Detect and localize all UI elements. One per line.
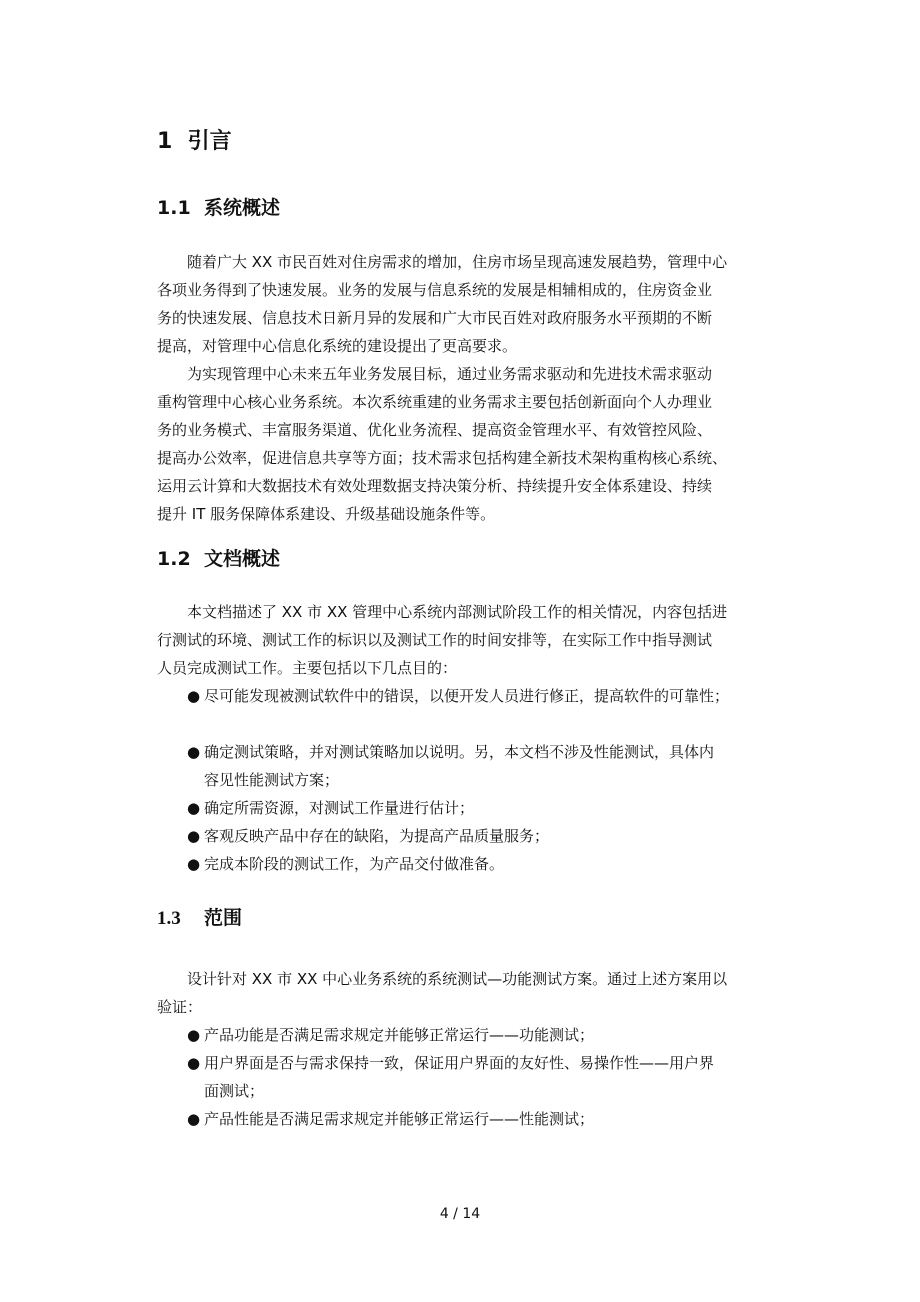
section-title: 文档概述	[204, 548, 281, 570]
bullet-icon: ●	[187, 799, 201, 817]
bullet-list-purposes-a	[187, 682, 777, 710]
list-item	[187, 1021, 777, 1049]
paragraph-document-overview	[157, 598, 769, 682]
text-line: 重构管理中心核心业务系统。本次系统重建的业务需求主要包括创新面向个人办理业	[157, 393, 713, 411]
text-line: 提升 IT 服务保障体系建设、升级基础设施条件等。	[157, 505, 496, 523]
section-heading-1-2	[157, 545, 280, 573]
list-item	[187, 822, 777, 850]
bullet-icon: ●	[187, 827, 201, 845]
text-line: 设计针对 XX 市 XX 中心业务系统的系统测试—功能测试方案。通过上述方案用以	[157, 970, 728, 988]
bullet-list-purposes-b	[187, 738, 777, 878]
text-line: 各项业务得到了快速发展。业务的发展与信息系统的发展是相辅相成的，住房资金业	[157, 281, 713, 299]
list-item	[187, 738, 777, 794]
list-item-text: 尽可能发现被测试软件中的错误，以便开发人员进行修正，提高软件的可靠性；	[204, 687, 730, 705]
paragraph-system-overview-2	[157, 360, 769, 528]
text-line: 务的快速发展、信息技术日新月异的发展和广大市民百姓对政府服务水平预期的不断	[157, 309, 713, 327]
bullet-icon: ●	[187, 1054, 201, 1072]
list-item	[187, 1049, 777, 1105]
list-item-text: 确定所需资源，对测试工作量进行估计；	[204, 799, 475, 817]
list-item	[187, 850, 777, 878]
text-line: 提高办公效率，促进信息共享等方面；技术需求包括构建全新技术架构重构核心系统、	[157, 449, 728, 467]
bullet-icon: ●	[187, 743, 201, 761]
text-line: 务的业务模式、丰富服务渠道、优化业务流程、提高资金管理水平、有效管控风险、	[157, 421, 713, 439]
text-line: 行测试的环境、测试工作的标识以及测试工作的时间安排等，在实际工作中指导测试	[157, 631, 713, 649]
list-item-text: 客观反映产品中存在的缺陷，为提高产品质量服务；	[204, 827, 550, 845]
list-item-text: 用户界面是否与需求保持一致，保证用户界面的友好性、易操作性——用户界	[204, 1054, 715, 1072]
bullet-icon: ●	[187, 1110, 201, 1128]
list-item	[187, 794, 777, 822]
bullet-icon: ●	[187, 1026, 201, 1044]
list-item-text: 产品性能是否满足需求规定并能够正常运行——性能测试；	[204, 1110, 595, 1128]
text-line: 运用云计算和大数据技术有效处理数据支持决策分析、持续提升安全体系建设、持续	[157, 477, 713, 495]
text-line: 提高，对管理中心信息化系统的建设提出了更高要求。	[157, 337, 518, 355]
bullet-icon: ●	[187, 687, 201, 705]
bullet-icon: ●	[187, 855, 201, 873]
list-item-text: 产品功能是否满足需求规定并能够正常运行——功能测试；	[204, 1026, 595, 1044]
text-line: 为实现管理中心未来五年业务发展目标，通过业务需求驱动和先进技术需求驱动	[157, 365, 713, 383]
text-line: 随着广大 XX 市民百姓对住房需求的增加，住房市场呈现高速发展趋势，管理中心	[157, 253, 728, 271]
section-title: 范围	[204, 907, 243, 929]
list-item-text: 确定测试策略，并对测试策略加以说明。另，本文档不涉及性能测试，具体内	[204, 743, 715, 761]
section-number: 1.2	[157, 548, 191, 570]
section-title: 引言	[187, 129, 232, 154]
list-item	[187, 682, 777, 710]
section-heading-1-3	[157, 904, 242, 933]
section-number: 1	[157, 129, 173, 154]
section-heading-1	[157, 126, 232, 158]
text-line: 验证：	[157, 998, 203, 1016]
page-number: 4 / 14	[439, 1206, 481, 1222]
paragraph-scope	[157, 965, 769, 1021]
text-line: 人员完成测试工作。主要包括以下几点目的：	[157, 659, 458, 677]
paragraph-system-overview-1	[157, 248, 769, 360]
list-item	[187, 1105, 777, 1133]
list-item-text: 面测试；	[204, 1082, 265, 1100]
bullet-list-scope	[187, 1021, 777, 1133]
section-heading-1-1	[157, 194, 280, 222]
section-title: 系统概述	[204, 197, 281, 219]
list-item-text: 完成本阶段的测试工作，为产品交付做准备。	[204, 855, 505, 873]
section-number: 1.1	[157, 197, 191, 219]
text-line: 本文档描述了 XX 市 XX 管理中心系统内部测试阶段工作的相关情况，内容包括进	[157, 603, 728, 621]
list-item-text: 容见性能测试方案；	[204, 771, 340, 789]
section-number: 1.3	[157, 908, 181, 929]
